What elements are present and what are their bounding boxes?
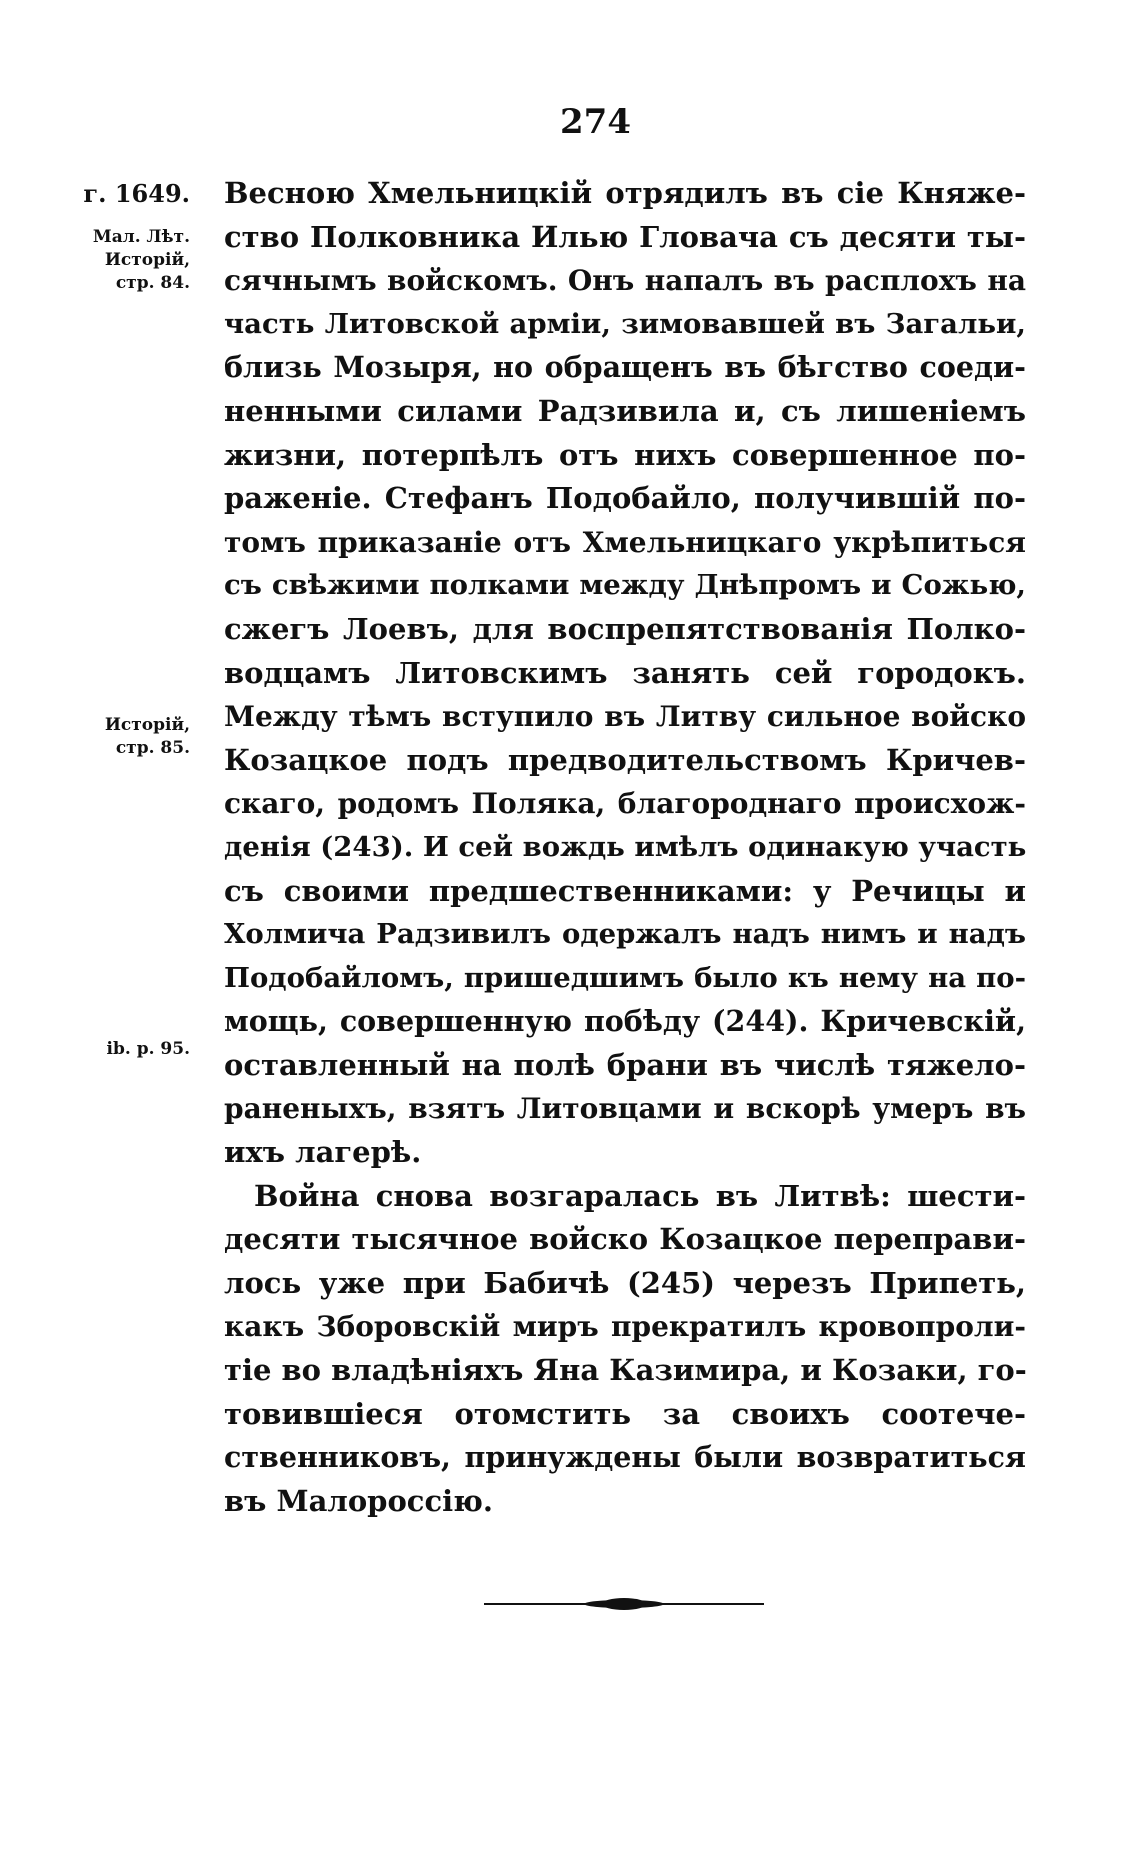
text-line: скаго, родомъ Поляка, благороднаго происхож- xyxy=(224,787,1026,821)
text-line: оставленный на полѣ брани въ числѣ тяжело- xyxy=(224,1047,1026,1082)
body-text xyxy=(224,172,1026,1523)
text-line: съ своими предшественниками: у Речицы и xyxy=(224,873,1026,908)
margin-note-source-3 xyxy=(50,1038,190,1061)
text-line: ихъ лагерѣ. xyxy=(224,1135,422,1170)
text-line: раженіе. Стефанъ Подобайло, получившій по- xyxy=(224,481,1026,516)
text-line: денія (243). И сей вождь имѣлъ одинакую участь xyxy=(224,830,1027,863)
text-line: товившіеся отомстить за своихъ соотече- xyxy=(224,1396,1026,1431)
margin-note-source-2 xyxy=(50,714,190,760)
margin-note-line: Исторій, xyxy=(104,715,190,735)
text-line: Холмича Радзивилъ одержалъ надъ нимъ и надъ xyxy=(224,918,1026,951)
text-line: Война снова возгаралась въ Литвѣ: шести- xyxy=(254,1178,1026,1213)
margin-note-year xyxy=(50,179,190,208)
margin-note-line: Мал. Лѣт. xyxy=(92,227,190,247)
text-line: десяти тысячное войско Козацкое переправи- xyxy=(224,1222,1026,1257)
ornament-rule-icon xyxy=(484,1597,764,1611)
text-line: Весною Хмельницкій отрядилъ въ сіе Княже- xyxy=(224,176,1026,210)
text-line: Между тѣмъ вступило въ Литву сильное войско xyxy=(224,700,1026,734)
text-line: ство Полковника Илью Гловача съ десяти ты- xyxy=(224,219,1026,254)
text-line: раненыхъ, взятъ Литовцами и вскорѣ умеръ въ xyxy=(224,1092,1026,1126)
text-line: близь Мозыря, но обращенъ въ бѣгство соеди- xyxy=(224,350,1026,385)
text-line: сячнымъ войскомъ. Онъ напалъ въ расплохъ на xyxy=(224,264,1026,298)
text-line: ственниковъ, принуждены были возвратиться xyxy=(224,1440,1026,1475)
text-line: сжегъ Лоевъ, для воспрепятствованія Полко- xyxy=(224,611,1026,646)
text-line: часть Литовской арміи, зимовавшей въ Загальи, xyxy=(224,307,1026,340)
margin-note-line: Исторій, xyxy=(104,250,190,270)
text-line: тіе во владѣніяхъ Яна Казимира, и Козаки, го- xyxy=(224,1353,1027,1388)
text-line: томъ приказаніе отъ Хмельницкаго укрѣпиться xyxy=(224,525,1026,559)
margin-note-line: г. 1649. xyxy=(83,179,190,208)
margin-note-line: ib. p. 95. xyxy=(106,1039,190,1059)
text-line: лось уже при Бабичѣ (245) черезъ Припеть, xyxy=(224,1265,1026,1300)
text-line: ненными силами Радзивила и, съ лишеніемъ xyxy=(224,393,1026,428)
text-line: Козацкое подъ предводительствомъ Кричев- xyxy=(224,742,1026,777)
page-number: 274 xyxy=(560,102,631,142)
margin-note-source-1 xyxy=(50,226,190,295)
paragraph-1 xyxy=(224,172,1026,1175)
text-line: какъ Зборовскій миръ прекратилъ кровопроли- xyxy=(224,1310,1026,1344)
text-line: мощь, совершенную побѣду (244). Кричевскій, xyxy=(224,1004,1026,1039)
margin-note-line: стр. 85. xyxy=(115,738,190,758)
text-line: въ Малороссію. xyxy=(224,1483,493,1518)
text-line: Подобайломъ, пришедшимъ было къ нему на по- xyxy=(224,961,1026,994)
paragraph-2 xyxy=(224,1175,1026,1524)
margin-note-line: стр. 84. xyxy=(115,273,190,293)
text-line: водцамъ Литовскимъ занять сей городокъ. xyxy=(224,655,1026,690)
text-line: съ свѣжими полками между Днѣпромъ и Сожью, xyxy=(224,569,1026,602)
text-line: жизни, потерпѣлъ отъ нихъ совершенное по- xyxy=(224,437,1026,472)
